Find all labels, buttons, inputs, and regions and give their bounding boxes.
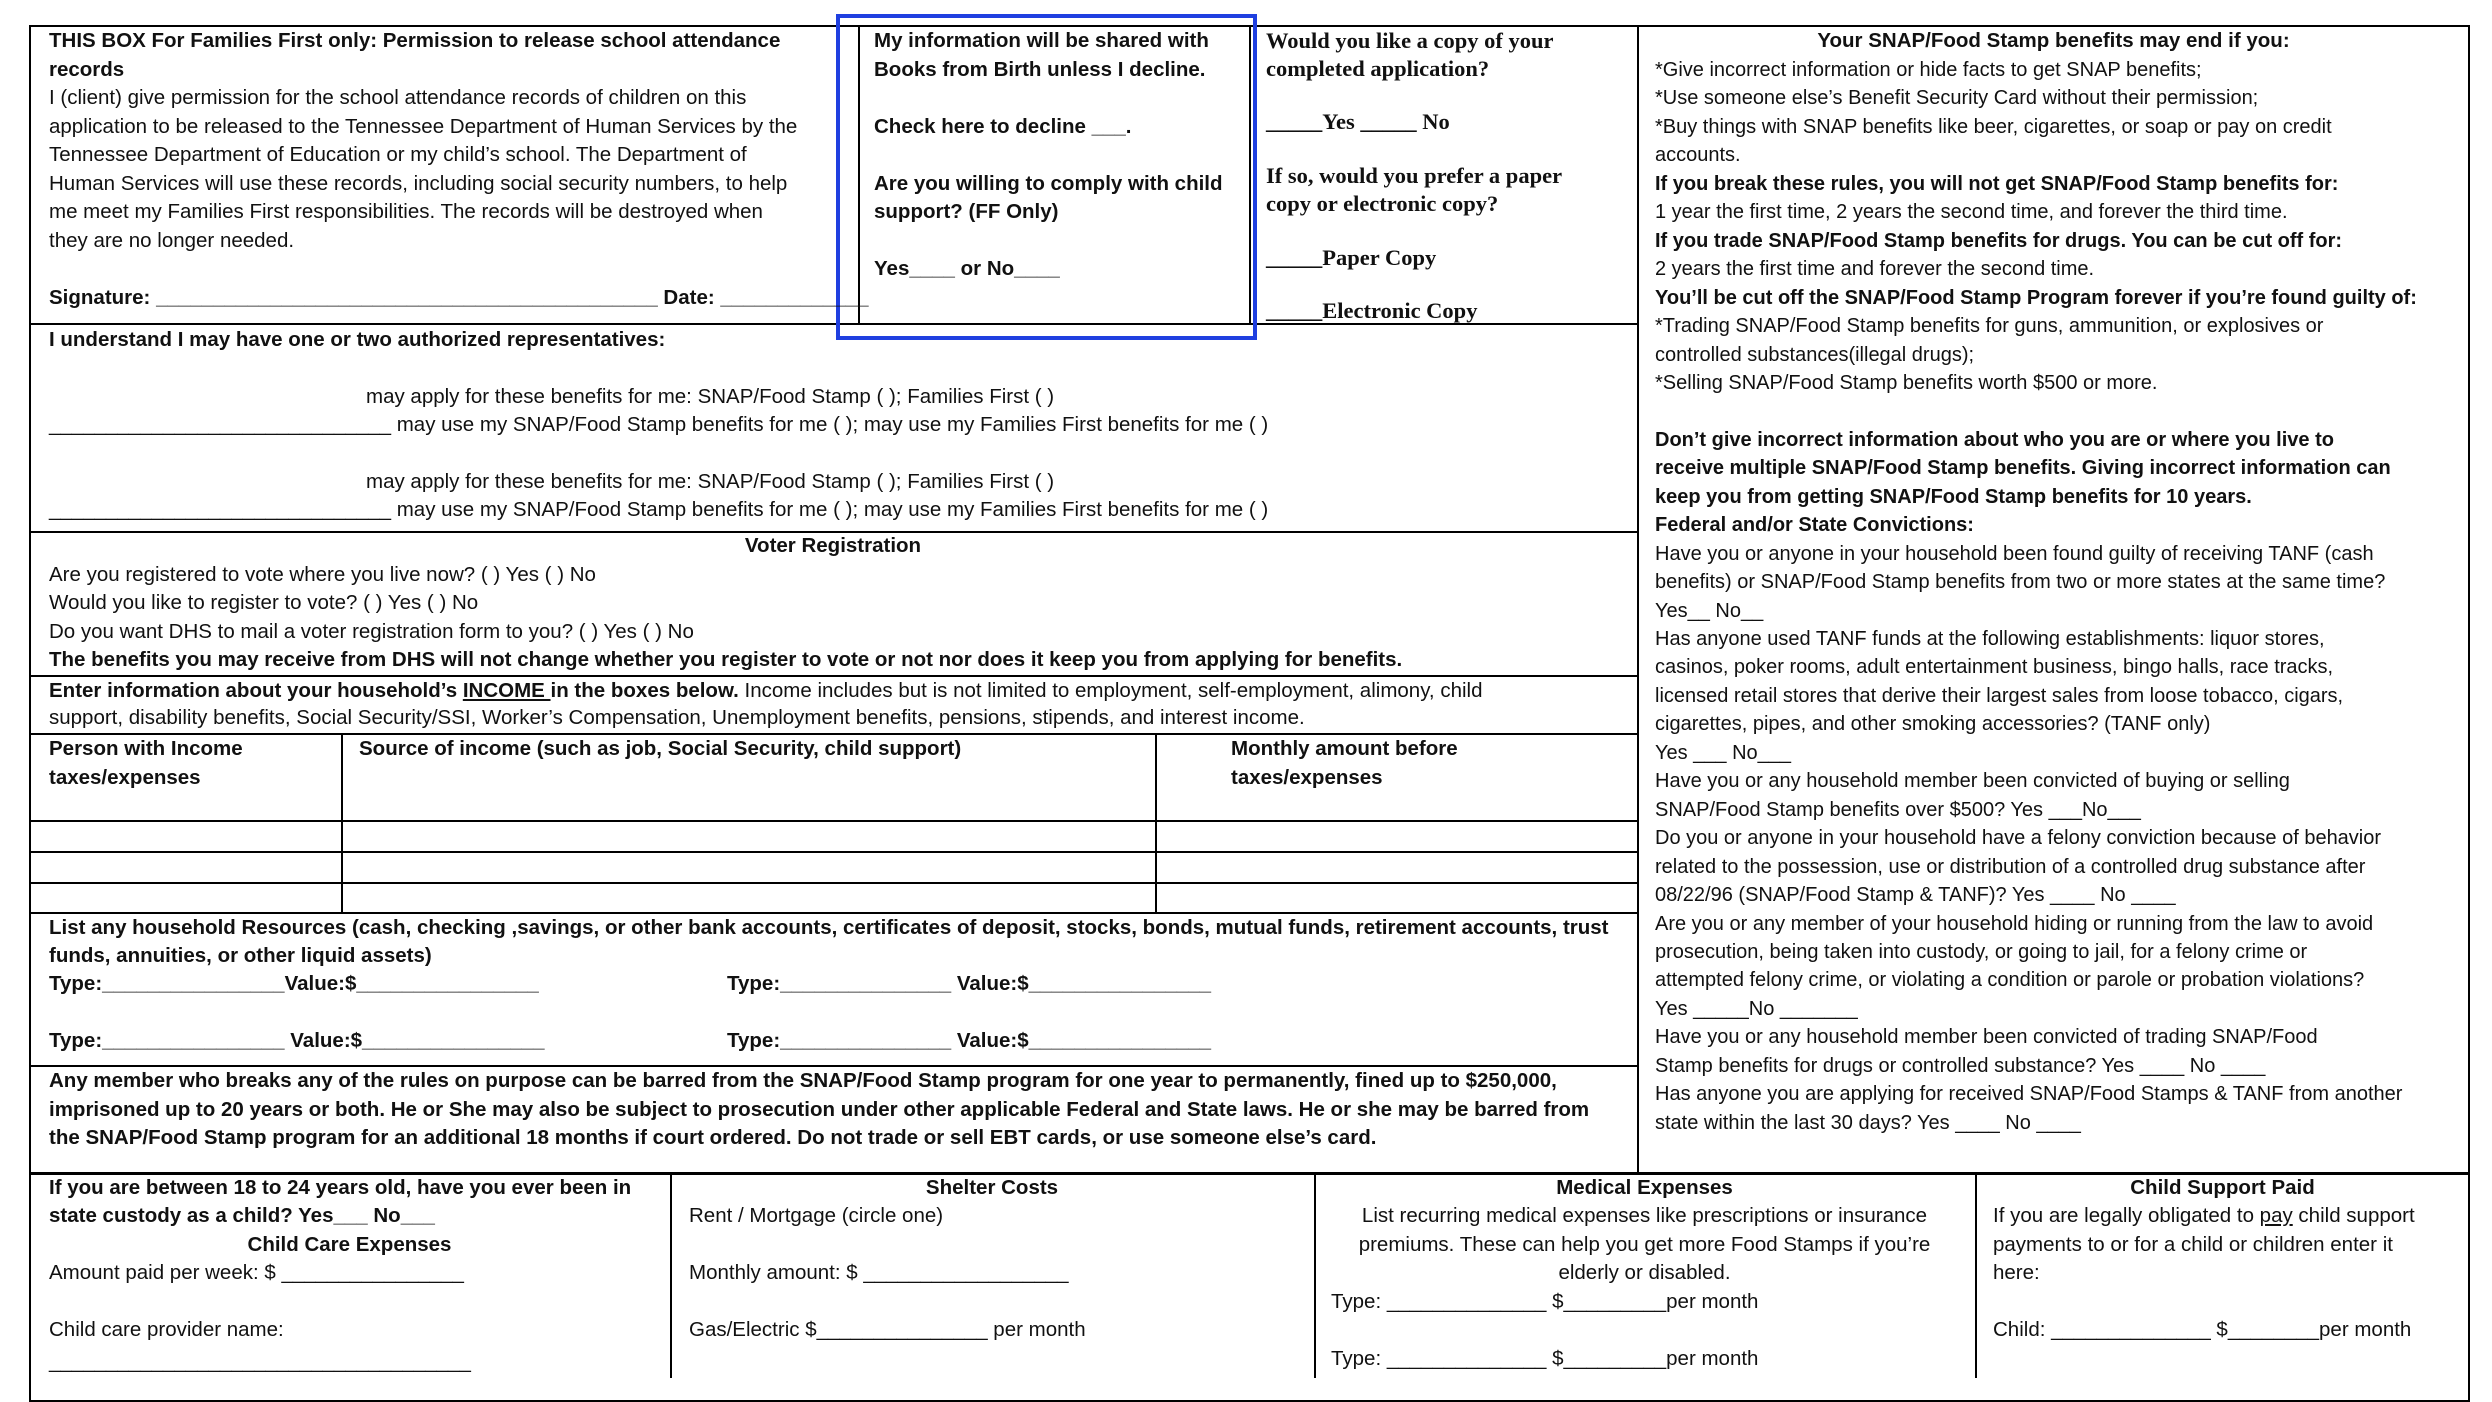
income-col-person-2: taxes/expenses (49, 766, 201, 789)
snap-rules-line: Have you or anyone in your household been found guilty of receiving TANF (cash (1655, 542, 2374, 565)
snap-rules-line: 2 years the first time and forever the second time. (1655, 258, 2095, 281)
electronic-copy-option[interactable]: _____Electronic Copy (1266, 298, 1478, 323)
medical-type-field-2[interactable]: Type: ______________ $_________per month (1331, 1347, 1759, 1370)
snap-rules-line[interactable]: Yes _____No _______ (1655, 997, 1858, 1020)
child-care-provider-field[interactable]: _____________________________________ (49, 1350, 471, 1373)
child-support-child-field[interactable]: Child: ______________ $________per month (1993, 1318, 2412, 1341)
medical-text-3: elderly or disabled. (1558, 1261, 1731, 1284)
divider-right-column (1637, 25, 1639, 1175)
cs-text-pay: pay (2259, 1204, 2293, 1227)
child-support-question-2: support? (FF Only) (874, 200, 1059, 223)
resource-field-4[interactable]: Type:_______________ Value:$________________ (727, 1029, 1212, 1052)
snap-rules-line: accounts. (1655, 144, 1741, 167)
copy-question-1: Would you like a copy of your (1266, 28, 1554, 53)
ff-box-text-2: application to be released to the Tennessee Department of Human Services by the (49, 115, 798, 138)
snap-rules-line: *Selling SNAP/Food Stamp benefits worth $500 or more. (1655, 371, 2158, 394)
child-care-amount-field[interactable]: Amount paid per week: $ ________________ (49, 1261, 464, 1284)
shelter-costs-title: Shelter Costs (925, 1176, 1059, 1199)
child-support-question-1: Are you willing to comply with child (874, 172, 1223, 195)
paper-copy-option[interactable]: _____Paper Copy (1266, 245, 1437, 270)
snap-rules-line: If you break these rules, you will not get SNAP/Food Stamp benefits for: (1655, 172, 2339, 195)
income-col-source: Source of income (such as job, Social Security, child support) (359, 737, 962, 760)
snap-rules-line: Has anyone used TANF funds at the following establishments: liquor stores, (1655, 628, 2325, 650)
copy-yes-no[interactable]: _____Yes _____ No (1266, 109, 1450, 134)
rep2-apply[interactable]: may apply for these benefits for me: SNAP/Food Stamp ( ); Families First ( ) (366, 470, 1055, 493)
income-intro-a: Enter information about your household’s (49, 679, 463, 702)
snap-rules-line: controlled substances(illegal drugs); (1655, 343, 1975, 366)
snap-rules-line: attempted felony crime, or violating a condition or parole or probation violations? (1655, 969, 2365, 992)
snap-rules-line: related to the possession, use or distribution of a controlled drug substance after (1655, 855, 2366, 878)
custody-question-1: If you are between 18 to 24 years old, have you ever been in (49, 1176, 632, 1199)
snap-rules-line: 1 year the first time, 2 years the second time, and forever the third time. (1655, 201, 2288, 224)
custody-question-2[interactable]: state custody as a child? Yes___ No___ (49, 1204, 435, 1227)
snap-rules-line: *Use someone else’s Benefit Security Card without their permission; (1655, 87, 2259, 110)
books-line-2: Books from Birth unless I decline. (874, 58, 1206, 81)
snap-rules-line[interactable]: Yes__ No__ (1655, 599, 1764, 622)
divider-bottom-3 (1975, 1172, 1977, 1378)
income-row-2 (29, 851, 1637, 853)
snap-rules-line: Don’t give incorrect information about who you are or where you live to (1655, 428, 2334, 451)
snap-rules-line[interactable]: state within the last 30 days? Yes ____ No ____ (1655, 1111, 2081, 1134)
voter-note: The benefits you may receive from DHS will not change whether you register to vote or not nor does it keep you from applying for benefits. (49, 648, 1403, 671)
income-intro-b: in the boxes below. (550, 679, 739, 702)
penalty-line-1: Any member who breaks any of the rules on purpose can be barred from the SNAP/Food Stamp program for one year to permanently, fined up to $250,000, (49, 1069, 1557, 1092)
ff-box-title: THIS BOX For Families First only: Permission to release school attendance (49, 29, 781, 52)
snap-rules-line: *Give incorrect information or hide facts to get SNAP benefits; (1655, 59, 2202, 81)
snap-rules-line: Do you or anyone in your household have a felony conviction because of behavior (1655, 827, 2382, 850)
resource-field-3[interactable]: Type:________________ Value:$________________ (49, 1029, 545, 1052)
child-support-text-1 (1993, 1202, 2415, 1231)
child-support-text-2: payments to or for a child or children enter it (1993, 1233, 2393, 1256)
income-col-amount-1: Monthly amount before (1231, 737, 1458, 760)
copy-preference-2: copy or electronic copy? (1266, 191, 1499, 216)
rep1-use-benefits[interactable]: ______________________________ may use my SNAP/Food Stamp benefits for me ( ); may use my Families First benefits for me ( ) (49, 413, 1269, 436)
snap-rules-line: Are you or any member of your household hiding or running from the law to avoid (1655, 912, 2374, 935)
copy-question-2: completed application? (1266, 56, 1490, 81)
ff-box-text-5: me meet my Families First responsibilities. The records will be destroyed when (49, 200, 763, 223)
books-line-1: My information will be shared with (874, 29, 1209, 52)
ff-box-text-4: Human Services will use these records, including social security numbers, to help (49, 172, 788, 195)
snap-rules-line: Has anyone you are applying for received SNAP/Food Stamps & TANF from another (1655, 1083, 2403, 1106)
medical-expenses-title: Medical Expenses (1556, 1176, 1733, 1199)
snap-rules-line: Federal and/or State Convictions: (1655, 514, 1974, 537)
cs-text-1b: child support (2292, 1204, 2415, 1227)
voter-title: Voter Registration (744, 534, 922, 557)
income-intro-keyword: INCOME (462, 679, 551, 702)
penalty-line-2: imprisoned up to 20 years or both. He or She may also be subject to prosecution under other applicable Federal and State laws. He or she may be barred from (49, 1098, 1590, 1121)
income-intro-2: support, disability benefits, Social Security/SSI, Worker’s Compensation, Unemployment benefits, pensions, stipends, and interest income. (49, 706, 1305, 729)
copy-preference-1: If so, would you prefer a paper (1266, 163, 1563, 188)
penalty-line-3: the SNAP/Food Stamp program for an additional 18 months if court ordered. Do not trade or sell EBT cards, or use someone else’s card. (49, 1126, 1377, 1149)
snap-rules-line: *Trading SNAP/Food Stamp benefits for guns, ammunition, or explosives or (1655, 315, 2324, 338)
voter-register-question[interactable]: Would you like to register to vote? ( ) Yes ( ) No (49, 591, 479, 614)
ff-box-text-6: they are no longer needed. (49, 229, 295, 252)
ff-box-text-3: Tennessee Department of Education or my child’s school. The Department of (49, 143, 747, 166)
child-support-paid-title: Child Support Paid (2130, 1176, 2315, 1199)
rep2-use-benefits[interactable]: ______________________________ may use my SNAP/Food Stamp benefits for me ( ); may use my Families First benefits for me ( ) (49, 498, 1269, 521)
snap-rules-line: cigarettes, pipes, and other smoking accessories? (TANF only) (1655, 713, 2211, 736)
snap-rules-line: You’ll be cut off the SNAP/Food Stamp Program forever if you’re found guilty of: (1655, 286, 2417, 309)
income-col-amount-2: taxes/expenses (1231, 766, 1383, 789)
ff-box-text-1: I (client) give permission for the school attendance records of children on this (49, 86, 747, 109)
resources-line-2: funds, annuities, or other liquid assets) (49, 944, 432, 967)
resources-line-1: List any household Resources (cash, checking ,savings, or other bank accounts, certificates of deposit, stocks, bonds, mutual funds, retirement accounts, trust (49, 916, 1609, 939)
cs-text-1a: If you are legally obligated to (1993, 1204, 2260, 1227)
snap-rules-line[interactable]: 08/22/96 (SNAP/Food Stamp & TANF)? Yes ____ No ____ (1655, 884, 2176, 907)
snap-rules-line: Have you or any household member been convicted of trading SNAP/Food (1655, 1026, 2318, 1049)
snap-rules-line: casinos, poker rooms, adult entertainment business, bingo halls, race tracks, (1655, 656, 2334, 679)
snap-rules-line: *Buy things with SNAP benefits like beer, cigarettes, or soap or pay on credit (1655, 115, 2332, 138)
ff-box-title-cont: records (49, 58, 125, 81)
income-col-divider-2 (1155, 733, 1157, 912)
income-intro-c: Income includes but is not limited to employment, self-employment, alimony, child (738, 679, 1483, 702)
child-care-title: Child Care Expenses (247, 1233, 452, 1256)
snap-rules-line: keep you from getting SNAP/Food Stamp benefits for 10 years. (1655, 485, 2252, 508)
income-row-3 (29, 882, 1637, 884)
shelter-rent-mortgage[interactable]: Rent / Mortgage (circle one) (689, 1204, 944, 1227)
medical-type-field-1[interactable]: Type: ______________ $_________per month (1331, 1290, 1759, 1313)
child-care-provider-label: Child care provider name: (49, 1318, 284, 1341)
shelter-gas-electric-field[interactable]: Gas/Electric $_______________ per month (689, 1318, 1086, 1341)
snap-rules-line: If you trade SNAP/Food Stamp benefits for drugs. You can be cut off for: (1655, 229, 2343, 252)
snap-rules-line[interactable]: Stamp benefits for drugs or controlled substance? Yes ____ No ____ (1655, 1054, 2266, 1077)
resource-field-2[interactable]: Type:_______________ Value:$________________ (727, 972, 1212, 995)
shelter-monthly-amount-field[interactable]: Monthly amount: $ __________________ (689, 1261, 1069, 1284)
income-col-divider-1 (341, 733, 343, 912)
snap-rules-line: Have you or any household member been convicted of buying or selling (1655, 770, 2290, 793)
signature-date-field[interactable]: Signature: ____________________________________________ Date: _____________ (49, 286, 869, 309)
medical-text-1: List recurring medical expenses like prescriptions or insurance (1361, 1204, 1928, 1227)
snap-rules-line: prosecution, being taken into custody, or going to jail, for a felony crime or (1655, 940, 2308, 963)
child-support-yes-no[interactable]: Yes____ or No____ (874, 257, 1060, 280)
rep1-apply[interactable]: may apply for these benefits for me: SNAP/Food Stamp ( ); Families First ( ) (366, 385, 1055, 408)
snap-rules-line: benefits) or SNAP/Food Stamp benefits from two or more states at the same time? (1655, 571, 2386, 594)
medical-text-2: premiums. These can help you get more Food Stamps if you’re (1358, 1233, 1931, 1256)
resource-field-1[interactable]: Type:________________Value:$________________ (49, 972, 539, 995)
snap-rules-line[interactable]: SNAP/Food Stamp benefits over $500? Yes ___No___ (1655, 798, 2141, 821)
books-decline-checkbox[interactable]: Check here to decline ___. (874, 115, 1132, 138)
income-col-person-1: Person with Income (49, 737, 243, 760)
voter-registered-question[interactable]: Are you registered to vote where you live now? ( ) Yes ( ) No (49, 563, 596, 586)
income-row-1 (29, 820, 1637, 822)
voter-mail-form-question[interactable]: Do you want DHS to mail a voter registration form to you? ( ) Yes ( ) No (49, 620, 694, 643)
snap-rules-line[interactable]: Yes ___ No___ (1655, 741, 1792, 764)
reps-title: I understand I may have one or two authorized representatives: (49, 328, 666, 351)
snap-rules-title: Your SNAP/Food Stamp benefits may end if you: (1817, 29, 2290, 52)
divider-bottom-1 (670, 1172, 672, 1378)
income-intro (49, 677, 1482, 706)
snap-rules-line: receive multiple SNAP/Food Stamp benefits. Giving incorrect information can (1655, 457, 2391, 480)
snap-rules-line: licensed retail stores that derive their largest sales from loose tobacco, cigars, (1655, 684, 2344, 707)
child-support-text-3: here: (1993, 1261, 2040, 1284)
